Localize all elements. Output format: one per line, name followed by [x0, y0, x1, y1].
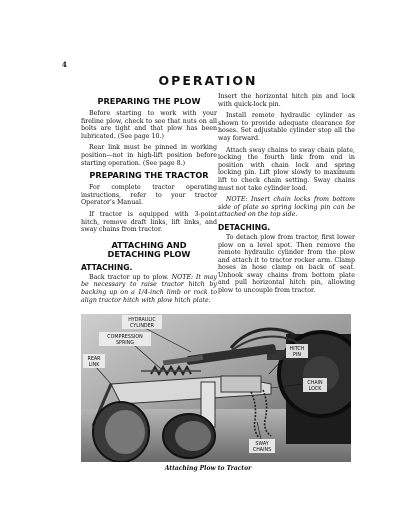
note — [218, 196, 355, 219]
figure-caption: Attaching Plow to Tractor — [164, 465, 252, 472]
callout-compression: COMPRESSION — [107, 335, 143, 340]
paragraph-continued: Insert the horizontal hitch pin and lock with quick-lock pin. — [218, 93, 355, 108]
heading-preparing-tractor: PREPARING THE TRACTOR — [89, 170, 209, 181]
callout-cylinder: CYLINDER — [130, 324, 154, 329]
heading-attaching-detaching-1: ATTACHING AND — [111, 239, 187, 250]
callout-link: LINK — [88, 363, 100, 368]
callout-pin: PIN — [293, 353, 301, 358]
callout-hydraulic: HYDRAULIC — [128, 318, 156, 323]
callout-sway: SWAY — [255, 442, 269, 447]
note-text: NOTE: Insert chain locks from bottom side of plate so spring locking pin can be attached on the top side. — [218, 196, 355, 219]
right-column — [218, 93, 355, 299]
heading-detaching: DETACHING. — [218, 222, 271, 232]
plow-attachment-photo — [81, 314, 351, 462]
paragraph: Install remote hydraulic cylinder as shown to provide adequate clearance for hoses. Set adjustable cylinder stop all the way forward. — [218, 112, 355, 142]
page-title: OPERATION — [158, 73, 258, 88]
callout-lock: LOCK — [308, 387, 322, 392]
heading-attaching: ATTACHING. — [81, 262, 133, 272]
attaching-text: Back tractor up to plow. — [89, 273, 172, 281]
attaching-note: NOTE: It may be necessary to raise tractor hitch by backing up on a 1/4-inch limb or rock to align tractor hitch with plow hitch plate. — [81, 273, 217, 304]
page-number: 4 — [62, 60, 67, 69]
callout-spring: SPRING — [116, 341, 134, 346]
callout-chain: CHAIN — [307, 381, 323, 386]
paragraph: If tractor is equipped with 3-point hitch, remove draft links, lift links, and sway chains from tractor. — [81, 210, 217, 234]
callout-rear: REAR — [87, 357, 101, 362]
paragraph: Rear link must be pinned in working position—not in high-lift position before starting operation. (See page 8.) — [81, 144, 217, 167]
heading-attaching-detaching-2: DETACHING PLOW — [107, 248, 191, 259]
paragraph-attaching — [81, 274, 217, 304]
callout-chains: CHAINS — [252, 448, 272, 453]
paragraph: Attach sway chains to sway chain plate, locking the fourth link from end in position with chain lock and spring locking pin. Lift plow slowly to maximum lift to check chain setting. Sway chains must not take cylinder load. — [218, 146, 355, 192]
paragraph: For complete tractor operating instructions, refer to your tractor Operator's Manual. — [81, 184, 217, 207]
callout-hitch: HITCH — [289, 347, 305, 352]
left-column — [81, 93, 217, 304]
paragraph: To detach plow from tractor, first lower plow on a level spot. Then remove the remote hydraulic cylinder from the plow and attach it to tractor rocker arm. Clamp hoses in hose clamp on back of seat. Unhook sway chains from bottom plate and pull horizontal hitch pin, allowing plow to uncouple from tractor. — [218, 233, 355, 295]
paragraph: Before starting to work with your fireline plow, check to see that nuts on all bolts are tight and that plow has been lubricated. (See page 10.) — [81, 110, 217, 140]
heading-preparing-plow: PREPARING THE PLOW — [97, 96, 201, 106]
